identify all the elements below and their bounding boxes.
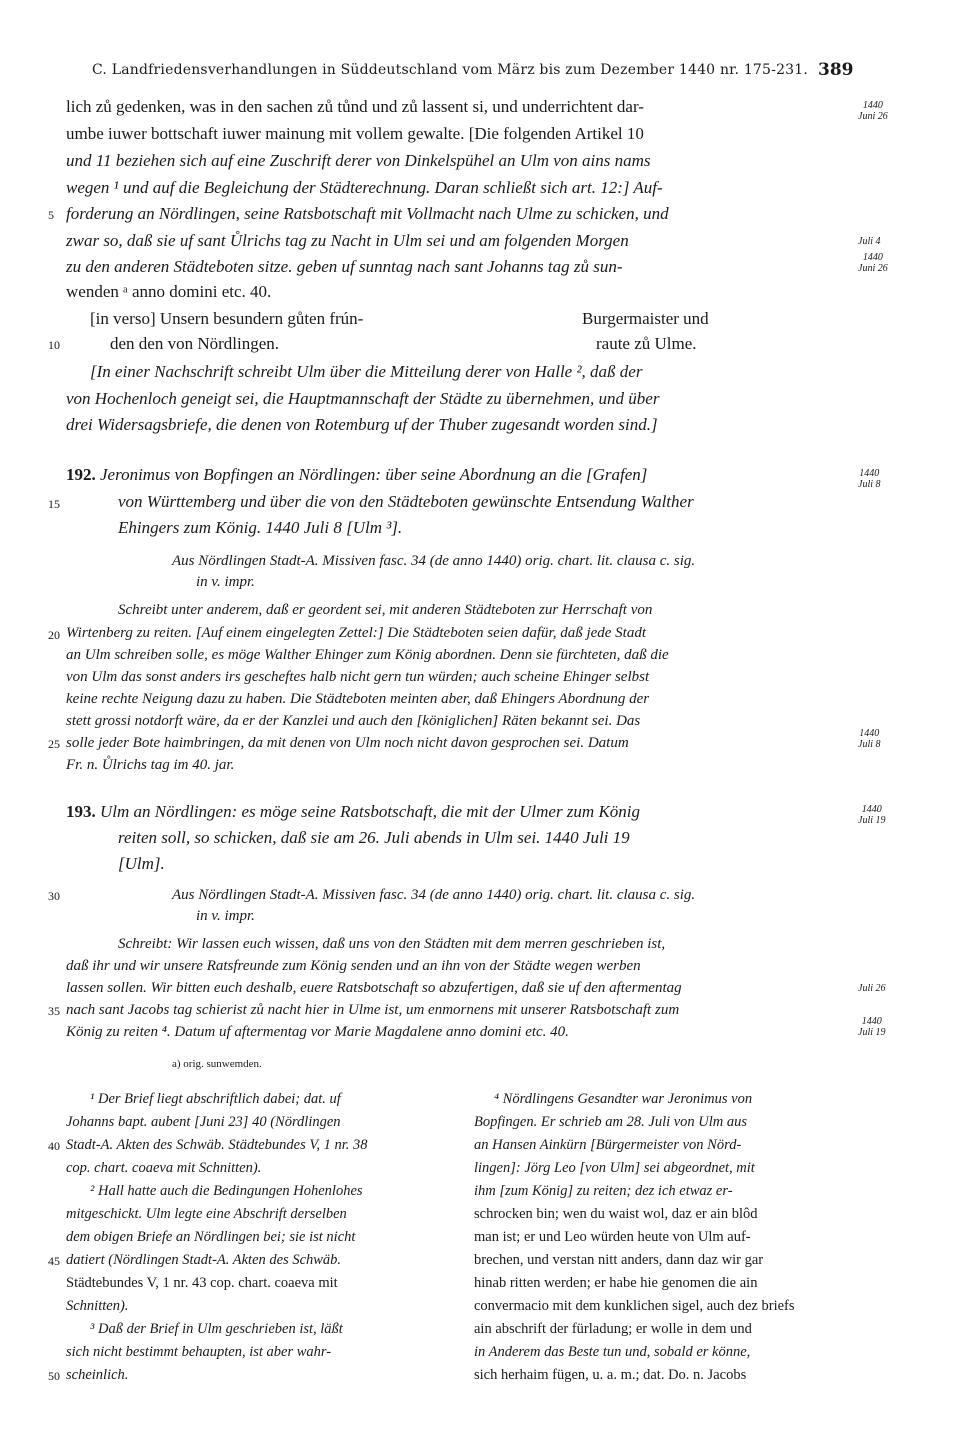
postscript-line: von Hochenloch geneigt sei, die Hauptmannschaft der Städte zu übernehmen, und über bbox=[66, 389, 660, 408]
address-left-1: [in verso] Unsern besundern gůten frún- bbox=[90, 309, 364, 328]
postscript-line: drei Widersagsbriefe, die denen von Rotemburg uf der Thuber zugesandt worden sind.] bbox=[66, 415, 658, 434]
body-line: wegen ¹ und auf die Begleichung der Städterechnung. Daran schließt sich art. 12:] Auf- bbox=[66, 178, 663, 197]
body-line: lich zů gedenken, was in den sachen zů tůnd und zů lassent si, und underrichtent dar- bbox=[66, 97, 644, 116]
body-line: zwar so, daß sie uf sant Ůlrichs tag zu Nacht in Ulm sei und am folgenden Morgen bbox=[66, 231, 629, 250]
footnote-left-line: Schnitten). bbox=[66, 1298, 129, 1314]
margin-day: Juli 4 bbox=[858, 236, 881, 247]
doc193-title-line: reiten soll, so schicken, daß sie am 26. Juli abends in Ulm sei. 1440 Juli 19 bbox=[118, 828, 630, 847]
footnote-left-line: dem obigen Briefe an Nördlingen bei; sie ist nicht bbox=[66, 1229, 356, 1245]
footnote-right-line: man ist; er und Leo würden heute von Ulm auf- bbox=[474, 1229, 751, 1245]
address-left-2: den den von Nördlingen. bbox=[110, 334, 280, 353]
doc193-text-line: nach sant Jacobs tag schierist zů nacht hier in Ulme ist, um enmornens mit unserer Ratsbotschaft zum bbox=[66, 1002, 680, 1018]
body-line: umbe iuwer bottschaft iuwer mainung mit vollem gewalte. [Die folgenden Artikel 10 bbox=[66, 124, 644, 143]
footnote-left-line: scheinlich. bbox=[66, 1367, 129, 1383]
footnote-right-line: brechen, und verstan nitt anders, dann daz wir gar bbox=[474, 1252, 764, 1268]
margin-day: Juli 26 bbox=[858, 983, 886, 994]
margin-year: 1440 bbox=[859, 728, 880, 739]
margin-day: Juli 19 bbox=[858, 815, 886, 826]
margin-date bbox=[858, 728, 881, 750]
doc192-text-line: von Ulm das sonst anders irs gescheftes halb nicht gern tun würden; auch scheine Ehinger selbst bbox=[66, 669, 650, 685]
doc193-source-line: Aus Nördlingen Stadt-A. Missiven fasc. 34 (de anno 1440) orig. chart. lit. clausa c. sig. bbox=[172, 887, 696, 903]
running-title: C. Landfriedensverhandlungen in Süddeutschland vom März bis zum Dezember 1440 nr. 175-231. bbox=[92, 62, 809, 78]
doc193-text-line: daß ihr und wir unsere Ratsfreunde zum König senden und an ihn von der Städte wegen werben bbox=[66, 958, 641, 974]
doc193-text-line: König zu reiten ⁴. Datum uf aftermentag vor Marie Magdalene anno domini etc. 40. bbox=[66, 1024, 569, 1040]
line-number: 25 bbox=[48, 737, 60, 751]
footnote-left-line: ² Hall hatte auch die Bedingungen Hohenlohes bbox=[90, 1183, 363, 1199]
line-number: 35 bbox=[48, 1004, 60, 1018]
footnote-right-line: lingen]: Jörg Leo [von Ulm] sei abgeordnet, mit bbox=[474, 1160, 755, 1176]
body-line: und 11 beziehen sich auf eine Zuschrift derer von Dinkelspühel an Ulm von ains nams bbox=[66, 151, 651, 170]
page-number: 389 bbox=[818, 60, 854, 80]
line-number: 40 bbox=[48, 1139, 60, 1153]
doc192-source-line: Aus Nördlingen Stadt-A. Missiven fasc. 34 (de anno 1440) orig. chart. lit. clausa c. sig. bbox=[172, 553, 696, 569]
doc192-title-line: von Württemberg und über die von den Städteboten gewünschte Entsendung Walther bbox=[118, 492, 694, 511]
margin-year: 1440 bbox=[861, 1016, 882, 1027]
doc192-title-1: Jeronimus von Bopfingen an Nördlingen: über seine Abordnung an die [Grafen] bbox=[100, 465, 648, 484]
doc192-text-line: Wirtenberg zu reiten. [Auf einem eingelegten Zettel:] Die Städteboten seien dafür, daß jede Stadt bbox=[66, 625, 647, 641]
critical-apparatus: a) orig. sunwemden. bbox=[172, 1058, 262, 1070]
address-right-2: raute zů Ulme. bbox=[596, 334, 697, 353]
footnote-right-line: an Hansen Ainkürn [Bürgermeister von Nörd- bbox=[474, 1137, 742, 1153]
margin-date bbox=[858, 1016, 886, 1038]
margin-day: Juli 8 bbox=[858, 479, 881, 490]
doc193-source-line: in v. impr. bbox=[196, 908, 255, 924]
footnote-right-line: Bopfingen. Er schrieb am 28. Juli von Ulm aus bbox=[474, 1114, 748, 1130]
margin-day: Juni 26 bbox=[858, 263, 888, 274]
footnote-right-line: in Anderem das Beste tun und, sobald er könne, bbox=[474, 1344, 751, 1360]
doc192-source-line: in v. impr. bbox=[196, 574, 255, 590]
margin-date bbox=[858, 983, 886, 994]
footnote-left-line: sich nicht bestimmt behaupten, ist aber wahr- bbox=[66, 1344, 332, 1360]
footnote-left-line: datiert (Nördlingen Stadt-A. Akten des Schwäb. bbox=[66, 1252, 342, 1268]
footnote-right-line: schrocken bin; wen du waist wol, daz er ain blôd bbox=[474, 1206, 758, 1222]
margin-year: 1440 bbox=[859, 468, 880, 479]
doc192-text-line: Schreibt unter anderem, daß er geordent sei, mit anderen Städteboten zur Herrschaft von bbox=[118, 602, 653, 618]
doc193-title-line: [Ulm]. bbox=[118, 854, 165, 873]
margin-year: 1440 bbox=[862, 252, 883, 263]
doc192-title-line bbox=[66, 465, 647, 485]
body-line: zu den anderen Städteboten sitze. geben uf sunntag nach sant Johanns tag zů sun- bbox=[66, 257, 623, 276]
doc193-text-line: lassen sollen. Wir bitten euch deshalb, euere Ratsbotschaft so abzufertigen, daß sie uf den aftermentag bbox=[66, 980, 682, 996]
footnote-left-line: ¹ Der Brief liegt abschriftlich dabei; dat. uf bbox=[90, 1091, 341, 1107]
doc193-number: 193. bbox=[66, 802, 96, 821]
margin-day: Juni 26 bbox=[858, 111, 888, 122]
doc193-title-1: Ulm an Nördlingen: es möge seine Ratsbotschaft, die mit der Ulmer zum König bbox=[100, 802, 641, 821]
footnote-left-line: cop. chart. coaeva mit Schnitten). bbox=[66, 1160, 262, 1176]
line-number: 5 bbox=[48, 208, 54, 222]
body-line: wenden ᵃ anno domini etc. 40. bbox=[66, 282, 272, 301]
postscript-line: [In einer Nachschrift schreibt Ulm über die Mitteilung derer von Halle ², daß der bbox=[90, 362, 643, 381]
line-number: 50 bbox=[48, 1369, 60, 1383]
line-number: 10 bbox=[48, 338, 60, 352]
doc193-text-line: Schreibt: Wir lassen euch wissen, daß uns von den Städten mit dem merren geschrieben ist, bbox=[118, 936, 666, 952]
line-number: 45 bbox=[48, 1254, 60, 1268]
line-number: 15 bbox=[48, 497, 60, 511]
doc192-title-line: Ehingers zum König. 1440 Juli 8 [Ulm ³]. bbox=[118, 518, 403, 537]
margin-year: 1440 bbox=[861, 804, 882, 815]
line-number: 30 bbox=[48, 889, 60, 903]
footnote-left-line: Stadt-A. Akten des Schwäb. Städtebundes V, 1 nr. 38 bbox=[66, 1137, 368, 1153]
footnote-left-line: Johanns bapt. aubent [Juni 23] 40 (Nördlingen bbox=[66, 1114, 341, 1130]
doc192-text-line: keine rechte Neigung dazu zu haben. Die Städteboten meinten aber, daß Ehingers Abordnung der bbox=[66, 691, 650, 707]
margin-day: Juli 8 bbox=[858, 739, 881, 750]
footnote-left-line: Städtebundes V, 1 nr. 43 cop. chart. coaeva mit bbox=[66, 1275, 338, 1291]
margin-date bbox=[858, 236, 881, 247]
margin-date bbox=[858, 468, 881, 490]
footnote-right-line: convermacio mit dem kunklichen sigel, auch dez briefs bbox=[474, 1298, 795, 1314]
footnote-right-line: sich herhaim fügen, u. a. m.; dat. Do. n. Jacobs bbox=[474, 1367, 747, 1383]
margin-day: Juli 19 bbox=[858, 1027, 886, 1038]
address-right-1: Burgermaister und bbox=[582, 309, 709, 328]
doc193-title-line bbox=[66, 802, 640, 822]
footnote-left-line: ³ Daß der Brief in Ulm geschrieben ist, läßt bbox=[90, 1321, 343, 1337]
footnote-right-line: ain abschrift der fürladung; er wolle in dem und bbox=[474, 1321, 752, 1337]
footnote-right-line: ihm [zum König] zu reiten; dez ich etwaz er- bbox=[474, 1183, 733, 1199]
footnote-right-line: ⁴ Nördlingens Gesandter war Jeronimus von bbox=[494, 1091, 753, 1107]
footnote-right-line: hinab ritten werden; er habe hie genomen die ain bbox=[474, 1275, 758, 1291]
footnote-left-line: mitgeschickt. Ulm legte eine Abschrift derselben bbox=[66, 1206, 347, 1222]
line-number: 20 bbox=[48, 628, 60, 642]
doc192-text-line: stett grossi notdorft wäre, da er der Kanzlei und auch den [königlichen] Räten bekannt sei. Das bbox=[66, 713, 641, 729]
margin-date bbox=[858, 804, 886, 826]
doc192-text-line: Fr. n. Ůlrichs tag im 40. jar. bbox=[66, 757, 235, 773]
doc192-text-line: an Ulm schreiben solle, es möge Walther Ehinger zum König abordnen. Denn sie fürchteten, daß die bbox=[66, 647, 669, 663]
margin-year: 1440 bbox=[862, 100, 883, 111]
margin-date bbox=[858, 100, 888, 122]
doc192-number: 192. bbox=[66, 465, 96, 484]
doc192-text-line: solle jeder Bote haimbringen, da mit denen von Ulm noch nicht davon gesprochen sei. Datum bbox=[66, 735, 629, 751]
body-line: forderung an Nördlingen, seine Ratsbotschaft mit Vollmacht nach Ulme zu schicken, und bbox=[66, 204, 669, 223]
margin-date bbox=[858, 252, 888, 274]
